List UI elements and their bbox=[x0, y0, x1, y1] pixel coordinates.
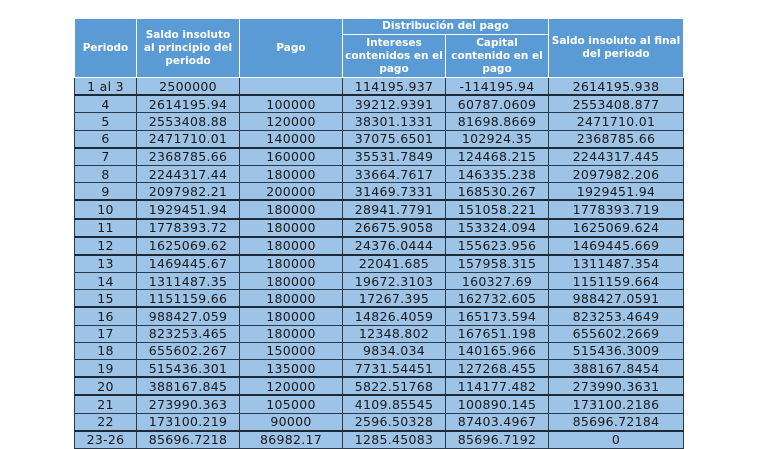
cell-saldo-inicio: 1311487.35 bbox=[137, 273, 240, 290]
cell-saldo-final: 173100.2186 bbox=[549, 395, 684, 413]
cell-periodo: 23-26 bbox=[75, 431, 137, 449]
table-row bbox=[75, 237, 684, 255]
cell-periodo: 22 bbox=[75, 413, 137, 431]
cell-intereses: 1285.45083 bbox=[343, 431, 446, 449]
cell-pago: 120000 bbox=[240, 377, 343, 395]
table-row bbox=[75, 130, 684, 148]
cell-saldo-inicio: 2614195.94 bbox=[137, 95, 240, 113]
cell-capital: 165173.594 bbox=[446, 307, 549, 325]
cell-pago: 120000 bbox=[240, 113, 343, 130]
cell-saldo-final: 2471710.01 bbox=[549, 113, 684, 130]
cell-periodo: 11 bbox=[75, 219, 137, 237]
cell-periodo: 9 bbox=[75, 183, 137, 201]
amortization-table-container bbox=[74, 18, 683, 449]
cell-intereses: 12348.802 bbox=[343, 325, 446, 342]
cell-intereses: 14826.4059 bbox=[343, 307, 446, 325]
cell-pago: 180000 bbox=[240, 325, 343, 342]
table-row bbox=[75, 255, 684, 273]
cell-saldo-inicio: 2244317.44 bbox=[137, 165, 240, 182]
cell-saldo-inicio: 273990.363 bbox=[137, 395, 240, 413]
header-periodo: Periodo bbox=[75, 19, 137, 78]
cell-saldo-final: 0 bbox=[549, 431, 684, 449]
cell-periodo: 5 bbox=[75, 113, 137, 130]
cell-capital: 100890.145 bbox=[446, 395, 549, 413]
cell-pago: 180000 bbox=[240, 219, 343, 237]
cell-pago: 140000 bbox=[240, 130, 343, 148]
cell-intereses: 37075.6501 bbox=[343, 130, 446, 148]
table-row bbox=[75, 431, 684, 449]
cell-periodo: 8 bbox=[75, 165, 137, 182]
cell-pago: 200000 bbox=[240, 183, 343, 201]
cell-intereses: 9834.034 bbox=[343, 342, 446, 359]
cell-capital: 167651.198 bbox=[446, 325, 549, 342]
cell-pago: 180000 bbox=[240, 255, 343, 273]
cell-periodo: 6 bbox=[75, 130, 137, 148]
header-saldo-inicio: Saldo insoluto al principio del periodo bbox=[137, 19, 240, 78]
cell-capital: 114177.482 bbox=[446, 377, 549, 395]
cell-saldo-inicio: 1625069.62 bbox=[137, 237, 240, 255]
cell-saldo-inicio: 173100.219 bbox=[137, 413, 240, 431]
cell-capital: 102924.35 bbox=[446, 130, 549, 148]
cell-saldo-inicio: 388167.845 bbox=[137, 377, 240, 395]
cell-capital: 157958.315 bbox=[446, 255, 549, 273]
cell-saldo-inicio: 85696.7218 bbox=[137, 431, 240, 449]
cell-periodo: 14 bbox=[75, 273, 137, 290]
table-row bbox=[75, 95, 684, 113]
cell-saldo-final: 1311487.354 bbox=[549, 255, 684, 273]
cell-capital: 168530.267 bbox=[446, 183, 549, 201]
table-row bbox=[75, 360, 684, 378]
cell-saldo-final: 988427.0591 bbox=[549, 290, 684, 308]
cell-saldo-inicio: 655602.267 bbox=[137, 342, 240, 359]
cell-saldo-inicio: 2471710.01 bbox=[137, 130, 240, 148]
cell-pago: 86982.17 bbox=[240, 431, 343, 449]
cell-pago: 180000 bbox=[240, 200, 343, 218]
cell-saldo-final: 273990.3631 bbox=[549, 377, 684, 395]
cell-intereses: 26675.9058 bbox=[343, 219, 446, 237]
cell-periodo: 1 al 3 bbox=[75, 78, 137, 96]
cell-saldo-inicio: 2097982.21 bbox=[137, 183, 240, 201]
cell-intereses: 7731.54451 bbox=[343, 360, 446, 378]
cell-periodo: 4 bbox=[75, 95, 137, 113]
cell-capital: 81698.8669 bbox=[446, 113, 549, 130]
table-row bbox=[75, 325, 684, 342]
cell-capital: 160327.69 bbox=[446, 273, 549, 290]
cell-capital: 140165.966 bbox=[446, 342, 549, 359]
cell-pago: 100000 bbox=[240, 95, 343, 113]
cell-periodo: 15 bbox=[75, 290, 137, 308]
cell-pago: 180000 bbox=[240, 237, 343, 255]
cell-saldo-final: 2553408.877 bbox=[549, 95, 684, 113]
cell-pago: 180000 bbox=[240, 290, 343, 308]
cell-pago: 150000 bbox=[240, 342, 343, 359]
table-row bbox=[75, 395, 684, 413]
cell-saldo-final: 1778393.719 bbox=[549, 200, 684, 218]
table-row bbox=[75, 113, 684, 130]
cell-capital: 155623.956 bbox=[446, 237, 549, 255]
cell-pago: 180000 bbox=[240, 165, 343, 182]
cell-intereses: 4109.85545 bbox=[343, 395, 446, 413]
cell-saldo-final: 2097982.206 bbox=[549, 165, 684, 182]
cell-periodo: 20 bbox=[75, 377, 137, 395]
cell-pago: 180000 bbox=[240, 307, 343, 325]
cell-intereses: 22041.685 bbox=[343, 255, 446, 273]
cell-capital: 85696.7192 bbox=[446, 431, 549, 449]
cell-intereses: 17267.395 bbox=[343, 290, 446, 308]
table-row bbox=[75, 307, 684, 325]
cell-saldo-inicio: 1929451.94 bbox=[137, 200, 240, 218]
cell-saldo-inicio: 2368785.66 bbox=[137, 148, 240, 166]
amortization-table bbox=[74, 18, 684, 449]
cell-periodo: 21 bbox=[75, 395, 137, 413]
table-row bbox=[75, 148, 684, 166]
cell-capital: -114195.94 bbox=[446, 78, 549, 96]
cell-pago: 105000 bbox=[240, 395, 343, 413]
header-saldo-final: Saldo insoluto al final del periodo bbox=[549, 19, 684, 78]
cell-intereses: 2596.50328 bbox=[343, 413, 446, 431]
cell-pago: 90000 bbox=[240, 413, 343, 431]
cell-saldo-final: 1151159.664 bbox=[549, 273, 684, 290]
cell-intereses: 31469.7331 bbox=[343, 183, 446, 201]
cell-intereses: 114195.937 bbox=[343, 78, 446, 96]
cell-periodo: 19 bbox=[75, 360, 137, 378]
table-row bbox=[75, 413, 684, 431]
cell-periodo: 7 bbox=[75, 148, 137, 166]
cell-intereses: 39212.9391 bbox=[343, 95, 446, 113]
cell-saldo-inicio: 2553408.88 bbox=[137, 113, 240, 130]
cell-periodo: 10 bbox=[75, 200, 137, 218]
cell-saldo-final: 1625069.624 bbox=[549, 219, 684, 237]
cell-saldo-final: 2614195.938 bbox=[549, 78, 684, 96]
table-row bbox=[75, 200, 684, 218]
cell-saldo-final: 388167.8454 bbox=[549, 360, 684, 378]
cell-capital: 162732.605 bbox=[446, 290, 549, 308]
cell-capital: 127268.455 bbox=[446, 360, 549, 378]
cell-saldo-final: 1469445.669 bbox=[549, 237, 684, 255]
cell-intereses: 28941.7791 bbox=[343, 200, 446, 218]
cell-periodo: 16 bbox=[75, 307, 137, 325]
cell-saldo-inicio: 1469445.67 bbox=[137, 255, 240, 273]
cell-intereses: 33664.7617 bbox=[343, 165, 446, 182]
table-row bbox=[75, 165, 684, 182]
header-capital: Capital contenido en el pago bbox=[446, 35, 549, 78]
cell-capital: 87403.4967 bbox=[446, 413, 549, 431]
cell-capital: 153324.094 bbox=[446, 219, 549, 237]
cell-pago: 160000 bbox=[240, 148, 343, 166]
cell-capital: 124468.215 bbox=[446, 148, 549, 166]
table-row bbox=[75, 183, 684, 201]
cell-periodo: 18 bbox=[75, 342, 137, 359]
cell-periodo: 13 bbox=[75, 255, 137, 273]
cell-intereses: 38301.1331 bbox=[343, 113, 446, 130]
cell-saldo-final: 2368785.66 bbox=[549, 130, 684, 148]
table-body bbox=[75, 78, 684, 449]
cell-intereses: 5822.51768 bbox=[343, 377, 446, 395]
cell-saldo-inicio: 823253.465 bbox=[137, 325, 240, 342]
table-row bbox=[75, 273, 684, 290]
cell-capital: 60787.0609 bbox=[446, 95, 549, 113]
cell-intereses: 24376.0444 bbox=[343, 237, 446, 255]
cell-intereses: 19672.3103 bbox=[343, 273, 446, 290]
cell-capital: 151058.221 bbox=[446, 200, 549, 218]
cell-capital: 146335.238 bbox=[446, 165, 549, 182]
table-row bbox=[75, 78, 684, 96]
cell-periodo: 17 bbox=[75, 325, 137, 342]
cell-saldo-final: 655602.2669 bbox=[549, 325, 684, 342]
cell-saldo-final: 515436.3009 bbox=[549, 342, 684, 359]
cell-saldo-inicio: 515436.301 bbox=[137, 360, 240, 378]
table-row bbox=[75, 377, 684, 395]
header-intereses: Intereses contenidos en el pago bbox=[343, 35, 446, 78]
header-pago: Pago bbox=[240, 19, 343, 78]
cell-pago bbox=[240, 78, 343, 96]
table-row bbox=[75, 342, 684, 359]
header-distribucion: Distribución del pago bbox=[343, 19, 549, 35]
cell-intereses: 35531.7849 bbox=[343, 148, 446, 166]
table-row bbox=[75, 290, 684, 308]
cell-saldo-inicio: 988427.059 bbox=[137, 307, 240, 325]
cell-saldo-final: 85696.72184 bbox=[549, 413, 684, 431]
cell-saldo-inicio: 1151159.66 bbox=[137, 290, 240, 308]
cell-saldo-final: 2244317.445 bbox=[549, 148, 684, 166]
cell-saldo-inicio: 1778393.72 bbox=[137, 219, 240, 237]
cell-periodo: 12 bbox=[75, 237, 137, 255]
cell-saldo-final: 823253.4649 bbox=[549, 307, 684, 325]
cell-pago: 135000 bbox=[240, 360, 343, 378]
cell-pago: 180000 bbox=[240, 273, 343, 290]
cell-saldo-inicio: 2500000 bbox=[137, 78, 240, 96]
cell-saldo-final: 1929451.94 bbox=[549, 183, 684, 201]
table-row bbox=[75, 219, 684, 237]
